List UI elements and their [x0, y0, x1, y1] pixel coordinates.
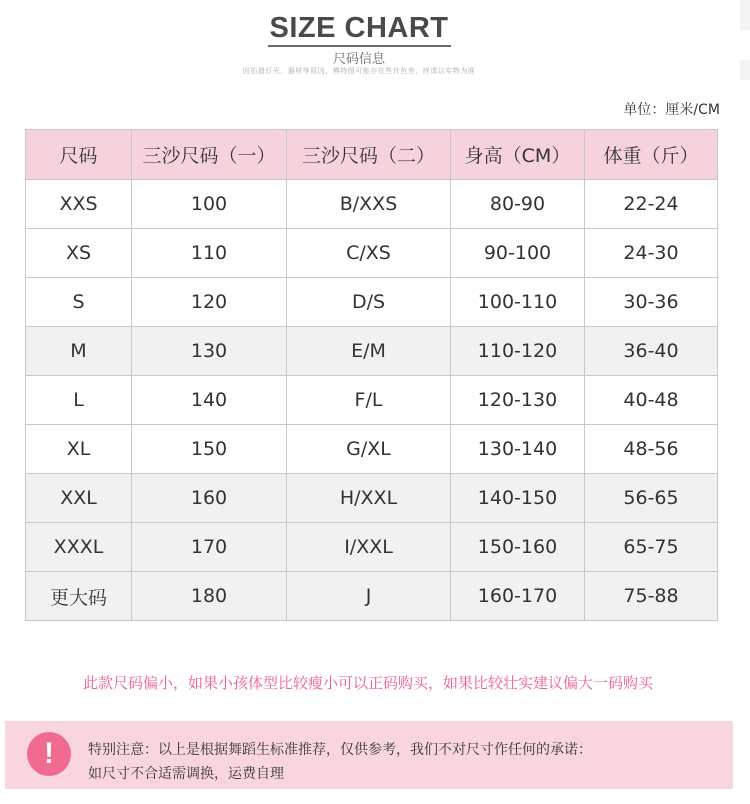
- table-row: [26, 180, 718, 229]
- column-header: 尺码: [26, 130, 132, 180]
- page-subtitle: 尺码信息: [332, 52, 385, 67]
- table-cell: 65-75: [585, 523, 718, 572]
- column-header: 三沙尺码（一）: [132, 130, 287, 180]
- table-cell: 75-88: [585, 572, 718, 621]
- column-header: 三沙尺码（二）: [287, 130, 451, 180]
- table-cell: 24-30: [585, 229, 718, 278]
- table-cell: F/L: [287, 376, 451, 425]
- table-cell: 36-40: [585, 327, 718, 376]
- table-cell: 100-110: [451, 278, 585, 327]
- color-disclaimer: 因拍摄灯光、器材等原因，模特图可能存在些许色差，终请以实物为准: [242, 67, 476, 75]
- table-cell: 170: [132, 523, 287, 572]
- table-cell: 150: [132, 425, 287, 474]
- table-cell: B/XXS: [287, 180, 451, 229]
- table-cell: 140: [132, 376, 287, 425]
- page-title: SIZE CHART: [0, 12, 718, 45]
- table-cell: 110-120: [451, 327, 585, 376]
- size-advice-notice: 此款尺码偏小，如果小孩体型比较瘦小可以正码购买，如果比较壮实建议偏大一码购买: [82, 674, 653, 692]
- table-row: [26, 474, 718, 523]
- table-cell: 130-140: [451, 425, 585, 474]
- table-cell: 56-65: [585, 474, 718, 523]
- table-cell: H/XXL: [287, 474, 451, 523]
- table-cell: 80-90: [451, 180, 585, 229]
- table-cell: 110: [132, 229, 287, 278]
- table-row: [26, 523, 718, 572]
- table-row: [26, 278, 718, 327]
- table-row: [26, 327, 718, 376]
- table-cell: 160: [132, 474, 287, 523]
- table-cell: I/XXL: [287, 523, 451, 572]
- special-note-box: [5, 721, 733, 789]
- table-cell: 90-100: [451, 229, 585, 278]
- table-cell: 140-150: [451, 474, 585, 523]
- table-cell: 120-130: [451, 376, 585, 425]
- table-cell: 30-36: [585, 278, 718, 327]
- table-cell: XS: [26, 229, 132, 278]
- table-cell: 160-170: [451, 572, 585, 621]
- table-row: [26, 229, 718, 278]
- table-header-row: [26, 130, 718, 180]
- table-cell: XL: [26, 425, 132, 474]
- table-cell: 180: [132, 572, 287, 621]
- table-row: [26, 376, 718, 425]
- table-cell: 22-24: [585, 180, 718, 229]
- table-row: [26, 425, 718, 474]
- table-cell: 150-160: [451, 523, 585, 572]
- special-note-line: 特别注意：以上是根据舞蹈生标准推荐，仅供参考，我们不对尺寸作任何的承诺：: [88, 742, 592, 758]
- edge-mark: [740, 60, 750, 80]
- column-header: 身高（CM）: [451, 130, 585, 180]
- table-row: [26, 572, 718, 621]
- table-cell: 120: [132, 278, 287, 327]
- table-cell: 40-48: [585, 376, 718, 425]
- table-cell: S: [26, 278, 132, 327]
- table-cell: E/M: [287, 327, 451, 376]
- exclamation-icon: !: [27, 732, 71, 776]
- unit-label: 单位：厘米/CM: [623, 102, 720, 118]
- edge-mark: [740, 0, 750, 30]
- size-table: [25, 129, 718, 621]
- table-cell: L: [26, 376, 132, 425]
- column-header: 体重（斤）: [585, 130, 718, 180]
- table-cell: G/XL: [287, 425, 451, 474]
- table-cell: D/S: [287, 278, 451, 327]
- table-cell: XXS: [26, 180, 132, 229]
- special-note-line: 如尺寸不合适需调换，运费自理: [88, 766, 284, 782]
- table-cell: 100: [132, 180, 287, 229]
- table-cell: M: [26, 327, 132, 376]
- table-cell: XXXL: [26, 523, 132, 572]
- table-cell: 48-56: [585, 425, 718, 474]
- table-cell: J: [287, 572, 451, 621]
- table-cell: 130: [132, 327, 287, 376]
- table-cell: XXL: [26, 474, 132, 523]
- table-cell: 更大码: [26, 572, 132, 621]
- table-cell: C/XS: [287, 229, 451, 278]
